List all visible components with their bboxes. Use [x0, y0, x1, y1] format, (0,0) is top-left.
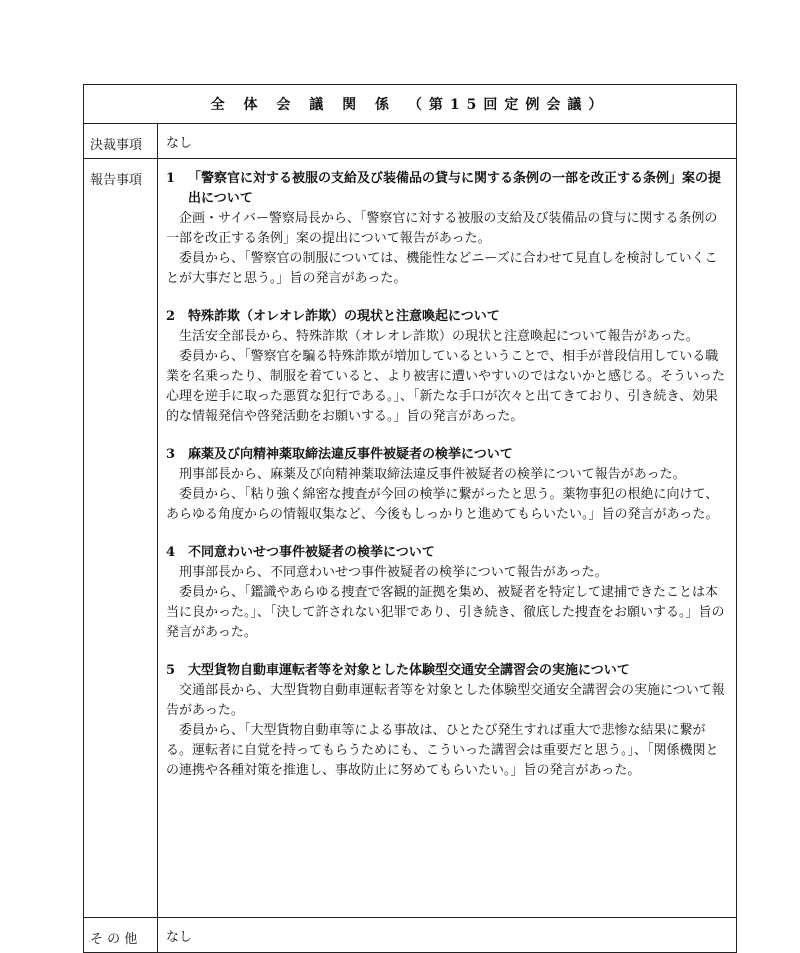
report-items-list — [158, 159, 736, 917]
label-report-items: 報告事項 — [84, 159, 158, 917]
item-paragraph: 企画・サイバー警察局長から、「警察官に対する被服の支給及び装備品の貸与に関する条例の一部を改正する条例」案の提出について報告があった。 — [166, 211, 718, 246]
report-item — [166, 543, 728, 643]
item-paragraph: 委員から、「警察官の制服については、機能性などニーズに合わせて見直しを検討していくことが大事だと思う。」旨の発言があった。 — [166, 251, 718, 286]
report-item — [166, 445, 728, 525]
item-paragraph: 刑事部長から、麻薬及び向精神薬取締法違反事件被疑者の検挙について報告があった。 — [179, 467, 686, 482]
item-number: 1 — [166, 171, 176, 186]
item-paragraph: 生活安全部長から、特殊詐欺（オレオレ詐欺）の現状と注意喚起について報告があった。 — [179, 329, 699, 344]
report-item — [166, 307, 728, 427]
item-heading: 大型貨物自動車運転者等を対象とした体験型交通安全講習会の実施について — [188, 663, 630, 678]
item-number: 4 — [166, 545, 176, 560]
item-paragraph: 交通部長から、大型貨物自動車運転者等を対象とした体験型交通安全講習会の実施について報告があった。 — [166, 683, 725, 718]
row-other — [84, 918, 736, 952]
label-decision-items: 決裁事項 — [84, 124, 158, 158]
item-heading: 不同意わいせつ事件被疑者の検挙について — [188, 545, 435, 560]
item-number: 3 — [166, 447, 176, 462]
minutes-table — [83, 84, 737, 953]
item-heading: 麻薬及び向精神薬取締法違反事件被疑者の検挙について — [188, 447, 513, 462]
report-item — [166, 169, 728, 289]
item-paragraph: 委員から、「粘り強く綿密な捜査が今回の検挙に繋がったと思う。薬物事犯の根絶に向けて、あらゆる角度からの情報収集など、今後もしっかりと進めてもらいたい。」旨の発言があった。 — [166, 487, 719, 522]
item-heading: 「警察官に対する被服の支給及び装備品の貸与に関する条例の一部を改正する条例」案の提出について — [188, 171, 722, 206]
item-paragraph: 刑事部長から、不同意わいせつ事件被疑者の検挙について報告があった。 — [179, 565, 608, 580]
item-heading: 特殊詐欺（オレオレ詐欺）の現状と注意喚起について — [188, 309, 500, 324]
item-number: 2 — [166, 309, 176, 324]
row-decision-items — [84, 124, 736, 159]
table-title: 全 体 会 議 関 係 （第15回定例会議） — [84, 85, 736, 124]
value-other: なし — [166, 930, 193, 945]
label-other: そ の 他 — [84, 918, 158, 952]
row-report-items — [84, 159, 736, 918]
report-item — [166, 661, 728, 781]
item-number: 5 — [166, 663, 176, 678]
item-paragraph: 委員から、「警察官を騙る特殊詐欺が増加しているということで、相手が普段信用している職業を名乗ったり、制服を着ていると、より被害に遭いやすいのではないかと感じる。そういった心理を逆手に取った悪質な犯行である。」、「新たな手口が次々と出てきており、引き続き、効果的な情報発信や啓発活動をお願いする。」旨の発言があった。 — [166, 349, 726, 424]
item-paragraph: 委員から、「鑑識やあらゆる捜査で客観的証拠を集め、被疑者を特定して逮捕できたことは本当に良かった。」、「決して許されない犯罪であり、引き続き、徹底した捜査をお願いする。」旨の発言があった。 — [166, 585, 725, 640]
item-paragraph: 委員から、「大型貨物自動車等による事故は、ひとたび発生すれば重大で悲惨な結果に繋がる。運転者に自覚を持ってもらうためにも、こういった講習会は重要だと思う。」、「関係機関との連携や各種対策を推進し、事故防止に努めてもらいたい。」旨の発言があった。 — [166, 723, 719, 778]
value-decision-items: なし — [166, 136, 193, 151]
